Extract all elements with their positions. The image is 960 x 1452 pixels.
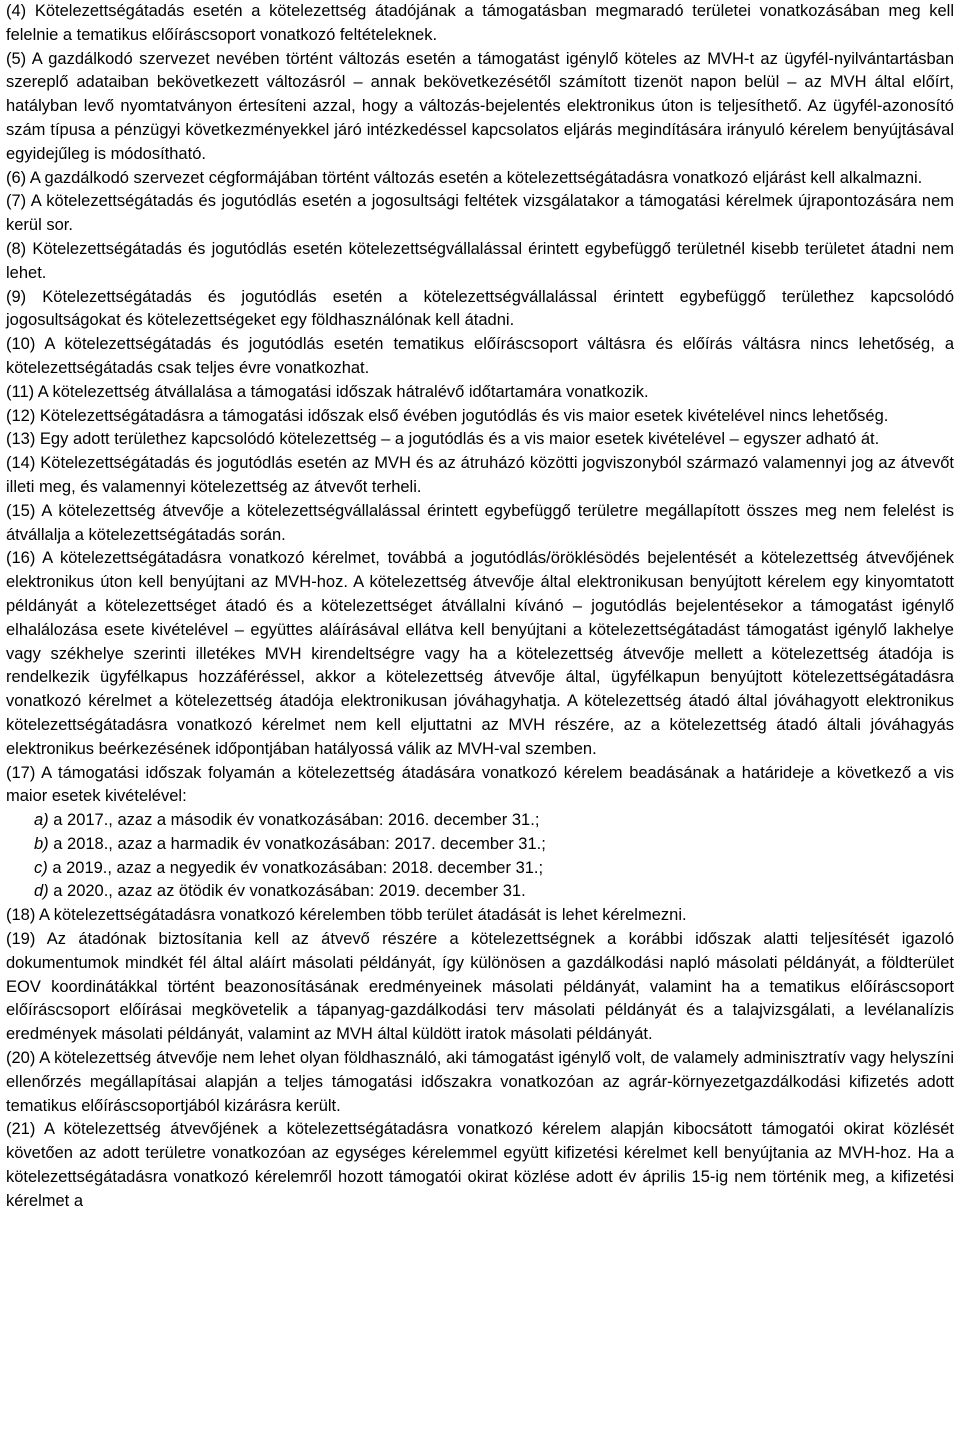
paragraph-13: (13) Egy adott területhez kapcsolódó kötelezettség – a jogutódlás és a vis maior esetek kivételével – egyszer adható át. xyxy=(6,430,880,449)
paragraph-8: (8) Kötelezettségátadás és jogutódlás esetén kötelezettségvállalással érintett egybefüggő területnél kisebb területet átadni nem lehet. xyxy=(6,239,954,282)
paragraph-21: (21) A kötelezettség átvevőjének a kötelezettségátadásra vonatkozó kérelem alapján kibocsátott támogatói okirat közlését követően az adott területre vonatkozóan az egységes kérelemmel együtt kifizetési kérelmet kell benyújtania az MVH-hoz. Ha a kötelezettségátadásra vonatkozó kérelemről hozott támogatói okirat közlése adott év április 15-ig nem történik meg, a kifizetési kérelmet a xyxy=(6,1120,954,1210)
list-letter: d) xyxy=(34,882,49,901)
paragraph-12: (12) Kötelezettségátadásra a támogatási időszak első évében jogutódlás és vis maior esetek kivételével nincs lehetőség. xyxy=(6,406,889,425)
list-letter: a) xyxy=(34,811,49,830)
list-text: a 2020., azaz az ötödik év vonatkozásában: 2019. december 31. xyxy=(48,882,526,901)
paragraph-5: (5) A gazdálkodó szervezet nevében történt változás esetén a támogatást igénylő köteles az MVH-t az ügyfél-nyilvántartásban szereplő adataiban bekövetkezett változásról – annak bekövetkezésétől számított tizenöt napon belül – az MVH által előírt, hatályban levő nyomtatványon értesíteni azzal, hogy a változás-bejelentés elektronikus úton is teljesíthető. Az ügyfél-azonosító szám típusa a pénzügyi következményekkel járó intézkedéssel kapcsolatos eljárás megindítására irányuló kérelem benyújtásával egyidejűleg is módosítható. xyxy=(6,49,954,163)
paragraph-10: (10) A kötelezettségátadás és jogutódlás esetén tematikus előíráscsoport váltásra és előírás váltásra nincs lehetőség, a kötelezettségátadás csak teljes évre vonatkozhat. xyxy=(6,335,954,377)
list-text: a 2017., azaz a második év vonatkozásában: 2016. december 31.; xyxy=(48,811,540,830)
paragraph-11: (11) A kötelezettség átvállalása a támogatási időszak hátralévő időtartamára vonatkozik. xyxy=(6,382,649,401)
paragraph-9: (9) Kötelezettségátadás és jogutódlás esetén a kötelezettségvállalással érintett egybefüggő területhez kapcsolódó jogosultságokat és kötelezettségeket egy földhasználónak kell átadni. xyxy=(6,287,954,330)
paragraph-4: (4) Kötelezettségátadás esetén a kötelezettség átadójának a támogatásban megmaradó területei vonatkozásában meg kell felelnie a tematikus előíráscsoport vonatkozó feltételeknek. xyxy=(6,2,954,44)
list-item-a xyxy=(6,809,954,833)
paragraph-16: (16) A kötelezettségátadásra vonatkozó kérelmet, továbbá a jogutódlás/öröklésödés bejelentését a kötelezettség átvevőjének elektronikus úton kell benyújtani az MVH-hoz. A kötelezettség átvevője által elektronikusan benyújtott kérelem egy kinyomtatott példányát a kötelezettséget átadó és a kötelezettséget átvállalni kívánó – jogutódlás bejelentésekor a támogatást igénylő elhalálozása esete kivételével – együttes aláírásával ellátva kell benyújtani a kötelezettségátadást támogatást igénylő lakhelye vagy székhelye szerinti illetékes MVH kirendeltségre vagy ha a kötelezettség átvevője mellett a kötelezettség átadója is rendelkezik ügyfélkapus hozzáféréssel, akkor a kötelezettség átvevője által, ügyfélkapun benyújtott kötelezettségátadásra vonatkozó kérelmet a kötelezettség átadója elektronikusan jóváhagyhatja. A kötelezettség átadó által jóváhagyott elektronikus kötelezettségátadásra vonatkozó kérelmet nem kell eljuttatni az MVH részére, az a kötelezettség átadó általi jóváhagyás elektronikus beérkezésének időpontjában hatályossá válik az MVH-val szemben. xyxy=(6,549,954,758)
list-item-b xyxy=(6,833,954,857)
paragraph-20: (20) A kötelezettség átvevője nem lehet olyan földhasználó, aki támogatást igénylő volt, de valamely adminisztratív vagy helyszíni ellenőrzés megállapításai alapján a teljes támogatási időszakra vonatkozóan az agrár-környezetgazdálkodási kifizetés adott tematikus előíráscsoportjából kizárásra került. xyxy=(6,1049,954,1115)
paragraph-18: (18) A kötelezettségátadásra vonatkozó kérelemben több terület átadását is lehet kérelmezni. xyxy=(6,906,687,925)
paragraph-14: (14) Kötelezettségátadás és jogutódlás esetén az MVH és az átruházó közötti jogviszonyból származó valamennyi jog az átvevőt illeti meg, és valamennyi kötelezettség az átvevőt terheli. xyxy=(6,454,954,496)
list-letter: c) xyxy=(34,858,48,877)
paragraph-19: (19) Az átadónak biztosítania kell az átvevő részére a kötelezettségnek a korábbi időszak alatti teljesítését igazoló dokumentumok mindkét fél által aláírt másolati példányát, így különösen a gazdálkodási napló másolati példányát, a földterület EOV koordinátákkal történt beazonosításának eredményeinek másolati példányát, valamint ha a tematikus előíráscsoport előíráscsoport előírásai megkövetelik a tápanyag-gazdálkodási terv másolati példányát és a talajvizsgálati, a levélanalízis eredmények másolati példányát, valamint az MVH által küldött iratok másolati példányát. xyxy=(6,930,954,1044)
paragraph-17: (17) A támogatási időszak folyamán a kötelezettség átadására vonatkozó kérelem beadásának a határideje a következő a vis maior esetek kivételével: xyxy=(6,763,954,806)
list-item-d xyxy=(6,880,954,904)
paragraph-6: (6) A gazdálkodó szervezet cégformájában történt változás esetén a kötelezettségátadásra vonatkozó eljárást kell alkalmazni. xyxy=(6,168,923,187)
list-text: a 2019., azaz a negyedik év vonatkozásában: 2018. december 31.; xyxy=(47,858,544,877)
list-text: a 2018., azaz a harmadik év vonatkozásában: 2017. december 31.; xyxy=(48,834,546,853)
paragraph-7: (7) A kötelezettségátadás és jogutódlás esetén a jogosultsági feltétek vizsgálatakor a támogatási kérelmek újrapontozására nem kerül sor. xyxy=(6,192,954,235)
paragraph-15: (15) A kötelezettség átvevője a kötelezettségvállalással érintett egybefüggő területre megállapított összes meg nem felelést is átvállalja a kötelezettségátadás során. xyxy=(6,501,954,544)
list-letter: b) xyxy=(34,834,49,853)
list-item-c xyxy=(6,857,954,881)
